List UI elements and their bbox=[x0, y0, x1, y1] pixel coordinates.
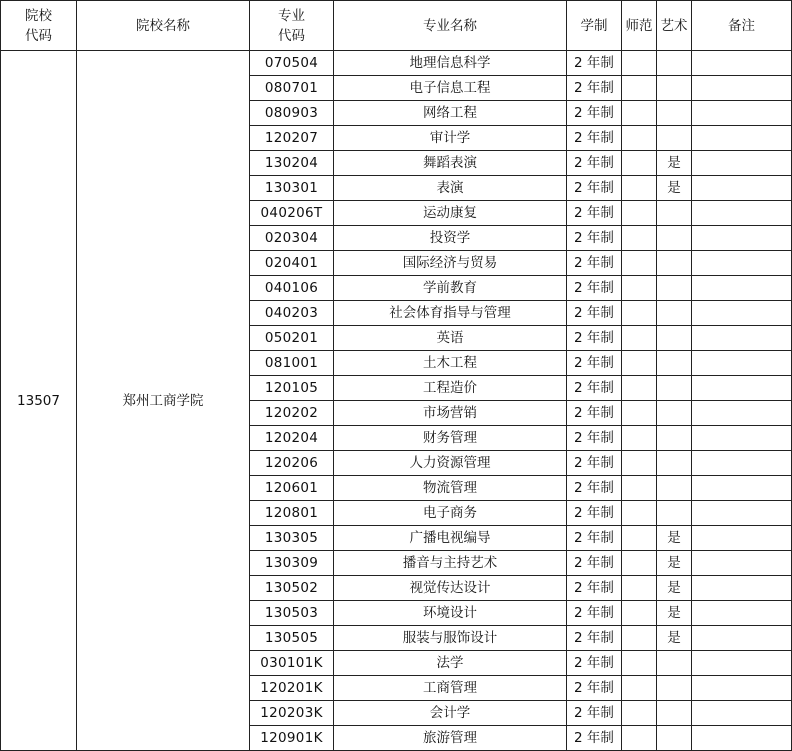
art-cell bbox=[657, 726, 692, 751]
major-code-cell: 130503 bbox=[250, 601, 334, 626]
duration-cell: 2 年制 bbox=[567, 201, 622, 226]
major-code-cell: 130204 bbox=[250, 151, 334, 176]
normal-cell bbox=[622, 601, 657, 626]
major-name-cell: 网络工程 bbox=[334, 101, 567, 126]
major-name-cell: 广播电视编导 bbox=[334, 526, 567, 551]
art-cell bbox=[657, 351, 692, 376]
art-cell: 是 bbox=[657, 626, 692, 651]
major-name-cell: 法学 bbox=[334, 651, 567, 676]
major-code-cell: 120201K bbox=[250, 676, 334, 701]
duration-cell: 2 年制 bbox=[567, 601, 622, 626]
duration-cell: 2 年制 bbox=[567, 326, 622, 351]
normal-cell bbox=[622, 126, 657, 151]
header-major-name: 专业名称 bbox=[334, 1, 567, 51]
remark-cell bbox=[692, 326, 792, 351]
duration-cell: 2 年制 bbox=[567, 651, 622, 676]
major-code-cell: 050201 bbox=[250, 326, 334, 351]
art-cell bbox=[657, 376, 692, 401]
duration-cell: 2 年制 bbox=[567, 351, 622, 376]
header-row bbox=[1, 1, 792, 51]
major-name-cell: 市场营销 bbox=[334, 401, 567, 426]
normal-cell bbox=[622, 201, 657, 226]
normal-cell bbox=[622, 576, 657, 601]
major-name-cell: 学前教育 bbox=[334, 276, 567, 301]
major-code-cell: 040203 bbox=[250, 301, 334, 326]
major-name-cell: 物流管理 bbox=[334, 476, 567, 501]
remark-cell bbox=[692, 151, 792, 176]
duration-cell: 2 年制 bbox=[567, 701, 622, 726]
major-name-cell: 运动康复 bbox=[334, 201, 567, 226]
remark-cell bbox=[692, 626, 792, 651]
art-cell bbox=[657, 701, 692, 726]
major-code-cell: 120202 bbox=[250, 401, 334, 426]
header-major-code bbox=[250, 1, 334, 51]
duration-cell: 2 年制 bbox=[567, 226, 622, 251]
remark-cell bbox=[692, 251, 792, 276]
major-name-cell: 旅游管理 bbox=[334, 726, 567, 751]
header-school-name: 院校名称 bbox=[77, 1, 250, 51]
major-name-cell: 电子信息工程 bbox=[334, 76, 567, 101]
major-name-cell: 审计学 bbox=[334, 126, 567, 151]
normal-cell bbox=[622, 101, 657, 126]
remark-cell bbox=[692, 301, 792, 326]
major-name-cell: 土木工程 bbox=[334, 351, 567, 376]
major-code-cell: 040206T bbox=[250, 201, 334, 226]
duration-cell: 2 年制 bbox=[567, 101, 622, 126]
header-major-code-line2: 代码 bbox=[278, 27, 305, 44]
remark-cell bbox=[692, 576, 792, 601]
remark-cell bbox=[692, 476, 792, 501]
major-name-cell: 电子商务 bbox=[334, 501, 567, 526]
normal-cell bbox=[622, 726, 657, 751]
remark-cell bbox=[692, 526, 792, 551]
duration-cell: 2 年制 bbox=[567, 276, 622, 301]
duration-cell: 2 年制 bbox=[567, 476, 622, 501]
duration-cell: 2 年制 bbox=[567, 726, 622, 751]
duration-cell: 2 年制 bbox=[567, 176, 622, 201]
major-code-cell: 080701 bbox=[250, 76, 334, 101]
art-cell bbox=[657, 251, 692, 276]
art-cell bbox=[657, 276, 692, 301]
remark-cell bbox=[692, 551, 792, 576]
duration-cell: 2 年制 bbox=[567, 626, 622, 651]
normal-cell bbox=[622, 676, 657, 701]
header-major-code-line1: 专业 bbox=[278, 7, 305, 24]
remark-cell bbox=[692, 201, 792, 226]
art-cell bbox=[657, 651, 692, 676]
normal-cell bbox=[622, 501, 657, 526]
normal-cell bbox=[622, 651, 657, 676]
duration-cell: 2 年制 bbox=[567, 426, 622, 451]
school-code-cell: 13507 bbox=[1, 51, 77, 751]
major-code-cell: 120204 bbox=[250, 426, 334, 451]
normal-cell bbox=[622, 226, 657, 251]
major-code-cell: 120206 bbox=[250, 451, 334, 476]
normal-cell bbox=[622, 551, 657, 576]
duration-cell: 2 年制 bbox=[567, 501, 622, 526]
remark-cell bbox=[692, 601, 792, 626]
remark-cell bbox=[692, 451, 792, 476]
remark-cell bbox=[692, 726, 792, 751]
art-cell bbox=[657, 226, 692, 251]
major-name-cell: 舞蹈表演 bbox=[334, 151, 567, 176]
art-cell bbox=[657, 76, 692, 101]
duration-cell: 2 年制 bbox=[567, 676, 622, 701]
major-code-cell: 120207 bbox=[250, 126, 334, 151]
normal-cell bbox=[622, 251, 657, 276]
major-code-cell: 120901K bbox=[250, 726, 334, 751]
duration-cell: 2 年制 bbox=[567, 76, 622, 101]
remark-cell bbox=[692, 226, 792, 251]
header-remark: 备注 bbox=[692, 1, 792, 51]
major-name-cell: 人力资源管理 bbox=[334, 451, 567, 476]
major-name-cell: 英语 bbox=[334, 326, 567, 351]
art-cell bbox=[657, 126, 692, 151]
art-cell: 是 bbox=[657, 526, 692, 551]
art-cell bbox=[657, 51, 692, 76]
normal-cell bbox=[622, 426, 657, 451]
duration-cell: 2 年制 bbox=[567, 251, 622, 276]
normal-cell bbox=[622, 326, 657, 351]
remark-cell bbox=[692, 276, 792, 301]
major-name-cell: 国际经济与贸易 bbox=[334, 251, 567, 276]
normal-cell bbox=[622, 176, 657, 201]
major-name-cell: 社会体育指导与管理 bbox=[334, 301, 567, 326]
art-cell: 是 bbox=[657, 176, 692, 201]
duration-cell: 2 年制 bbox=[567, 551, 622, 576]
major-name-cell: 播音与主持艺术 bbox=[334, 551, 567, 576]
art-cell bbox=[657, 101, 692, 126]
art-cell: 是 bbox=[657, 576, 692, 601]
major-name-cell: 视觉传达设计 bbox=[334, 576, 567, 601]
duration-cell: 2 年制 bbox=[567, 526, 622, 551]
art-cell bbox=[657, 401, 692, 426]
major-code-cell: 130309 bbox=[250, 551, 334, 576]
normal-cell bbox=[622, 626, 657, 651]
major-name-cell: 服装与服饰设计 bbox=[334, 626, 567, 651]
major-code-cell: 030101K bbox=[250, 651, 334, 676]
duration-cell: 2 年制 bbox=[567, 576, 622, 601]
header-school-code-line1: 院校 bbox=[25, 7, 52, 24]
art-cell bbox=[657, 501, 692, 526]
duration-cell: 2 年制 bbox=[567, 376, 622, 401]
art-cell bbox=[657, 676, 692, 701]
normal-cell bbox=[622, 51, 657, 76]
major-code-cell: 080903 bbox=[250, 101, 334, 126]
normal-cell bbox=[622, 476, 657, 501]
remark-cell bbox=[692, 126, 792, 151]
major-name-cell: 环境设计 bbox=[334, 601, 567, 626]
duration-cell: 2 年制 bbox=[567, 301, 622, 326]
major-name-cell: 地理信息科学 bbox=[334, 51, 567, 76]
major-name-cell: 投资学 bbox=[334, 226, 567, 251]
duration-cell: 2 年制 bbox=[567, 126, 622, 151]
normal-cell bbox=[622, 401, 657, 426]
major-code-cell: 130301 bbox=[250, 176, 334, 201]
art-cell bbox=[657, 301, 692, 326]
remark-cell bbox=[692, 376, 792, 401]
remark-cell bbox=[692, 101, 792, 126]
duration-cell: 2 年制 bbox=[567, 151, 622, 176]
major-code-cell: 040106 bbox=[250, 276, 334, 301]
major-code-cell: 020304 bbox=[250, 226, 334, 251]
header-normal: 师范 bbox=[622, 1, 657, 51]
remark-cell bbox=[692, 76, 792, 101]
art-cell bbox=[657, 426, 692, 451]
normal-cell bbox=[622, 301, 657, 326]
art-cell bbox=[657, 451, 692, 476]
normal-cell bbox=[622, 151, 657, 176]
art-cell: 是 bbox=[657, 601, 692, 626]
normal-cell bbox=[622, 376, 657, 401]
remark-cell bbox=[692, 176, 792, 201]
remark-cell bbox=[692, 426, 792, 451]
table-row bbox=[1, 51, 792, 76]
normal-cell bbox=[622, 451, 657, 476]
major-code-cell: 130505 bbox=[250, 626, 334, 651]
major-name-cell: 财务管理 bbox=[334, 426, 567, 451]
header-art: 艺术 bbox=[657, 1, 692, 51]
normal-cell bbox=[622, 526, 657, 551]
art-cell bbox=[657, 201, 692, 226]
major-code-cell: 120601 bbox=[250, 476, 334, 501]
major-code-cell: 120105 bbox=[250, 376, 334, 401]
duration-cell: 2 年制 bbox=[567, 451, 622, 476]
major-code-cell: 020401 bbox=[250, 251, 334, 276]
major-name-cell: 会计学 bbox=[334, 701, 567, 726]
remark-cell bbox=[692, 351, 792, 376]
normal-cell bbox=[622, 701, 657, 726]
major-name-cell: 表演 bbox=[334, 176, 567, 201]
major-code-cell: 081001 bbox=[250, 351, 334, 376]
art-cell: 是 bbox=[657, 151, 692, 176]
remark-cell bbox=[692, 651, 792, 676]
major-code-cell: 130305 bbox=[250, 526, 334, 551]
remark-cell bbox=[692, 51, 792, 76]
normal-cell bbox=[622, 76, 657, 101]
major-code-cell: 120801 bbox=[250, 501, 334, 526]
art-cell bbox=[657, 326, 692, 351]
major-code-cell: 070504 bbox=[250, 51, 334, 76]
duration-cell: 2 年制 bbox=[567, 51, 622, 76]
normal-cell bbox=[622, 351, 657, 376]
major-name-cell: 工程造价 bbox=[334, 376, 567, 401]
remark-cell bbox=[692, 401, 792, 426]
header-duration: 学制 bbox=[567, 1, 622, 51]
table-body bbox=[1, 51, 792, 751]
normal-cell bbox=[622, 276, 657, 301]
school-name-cell: 郑州工商学院 bbox=[77, 51, 250, 751]
header-school-code-line2: 代码 bbox=[25, 27, 52, 44]
art-cell bbox=[657, 476, 692, 501]
duration-cell: 2 年制 bbox=[567, 401, 622, 426]
remark-cell bbox=[692, 701, 792, 726]
remark-cell bbox=[692, 501, 792, 526]
major-code-cell: 120203K bbox=[250, 701, 334, 726]
remark-cell bbox=[692, 676, 792, 701]
major-name-cell: 工商管理 bbox=[334, 676, 567, 701]
art-cell: 是 bbox=[657, 551, 692, 576]
header-school-code bbox=[1, 1, 77, 51]
major-code-cell: 130502 bbox=[250, 576, 334, 601]
